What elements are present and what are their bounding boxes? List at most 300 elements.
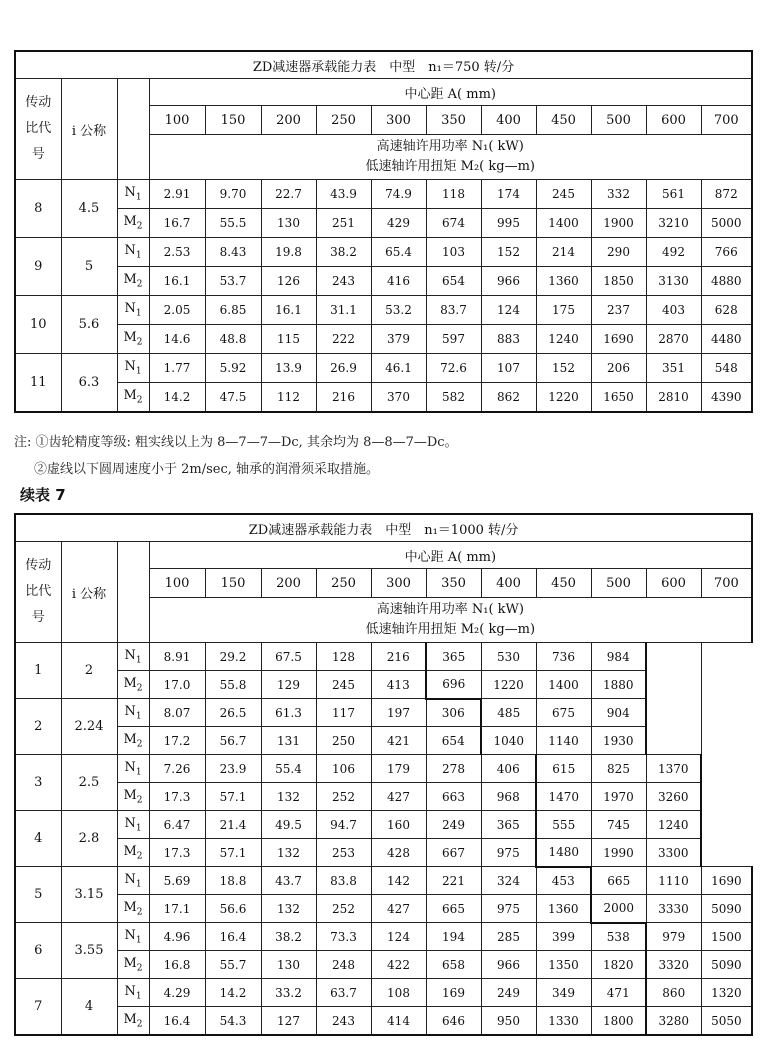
torque-label [117, 671, 149, 699]
torque-value: 1360 [536, 895, 591, 923]
power-value: 23.9 [205, 755, 261, 783]
torque-value: 966 [481, 951, 536, 979]
power-value: 538 [591, 923, 646, 951]
torque-value: 251 [316, 209, 371, 238]
nominal-ratio: 4 [61, 979, 117, 1036]
distance-header: 600 [646, 106, 701, 135]
type-header [117, 542, 149, 643]
power-value: 4.29 [149, 979, 205, 1007]
table-title: ZD减速器承载能力表 中型 n₁＝750 转/分 [15, 51, 752, 79]
power-value: 19.8 [261, 238, 316, 267]
torque-value: 17.1 [149, 895, 205, 923]
torque-value: 1880 [591, 671, 646, 699]
power-label [117, 699, 149, 727]
torque-value: 2000 [591, 895, 646, 923]
torque-value: 131 [261, 727, 316, 755]
torque-value: 253 [316, 839, 371, 867]
power-value: 53.2 [371, 296, 426, 325]
torque-label [117, 839, 149, 867]
torque-value: 115 [261, 325, 316, 354]
ratio-code: 3 [15, 755, 61, 811]
torque-value: 250 [316, 727, 371, 755]
distance-header: 700 [701, 106, 752, 135]
torque-value [701, 839, 752, 867]
power-value: 324 [481, 867, 536, 895]
torque-label [117, 267, 149, 296]
torque-value: 55.5 [205, 209, 261, 238]
power-value: 63.7 [316, 979, 371, 1007]
sub-label: N [124, 759, 136, 775]
torque-value: 1480 [536, 839, 591, 867]
distance-header: 250 [316, 106, 371, 135]
sub-label: M [123, 787, 137, 803]
nominal-ratio: 4.5 [61, 180, 117, 238]
torque-value [701, 783, 752, 811]
torque-label [117, 727, 149, 755]
torque-label [117, 951, 149, 979]
power-value: 615 [536, 755, 591, 783]
torque-value: 127 [261, 1007, 316, 1036]
torque-value: 5000 [701, 209, 752, 238]
torque-label [117, 1007, 149, 1036]
distance-header: 200 [261, 106, 316, 135]
continued-label: 续表 7 [20, 486, 66, 504]
power-value: 485 [481, 699, 536, 727]
power-value: 628 [701, 296, 752, 325]
power-value: 5.92 [205, 354, 261, 383]
power-value: 6.85 [205, 296, 261, 325]
ratio-code-header-line: 传动 [25, 95, 52, 110]
torque-value: 966 [481, 267, 536, 296]
torque-value: 252 [316, 895, 371, 923]
torque-value: 1800 [591, 1007, 646, 1036]
power-value: 9.70 [205, 180, 261, 209]
torque-value: 53.7 [205, 267, 261, 296]
torque-header: 低速轴许用扭矩 M₂( kg—m) [365, 159, 535, 174]
power-value: 43.9 [316, 180, 371, 209]
torque-value: 414 [371, 1007, 426, 1036]
power-value: 278 [426, 755, 481, 783]
ratio-code-header-line: 号 [31, 147, 45, 162]
torque-value: 4480 [701, 325, 752, 354]
sub-label: N [124, 815, 136, 831]
power-value [701, 811, 752, 839]
nominal-ratio: 3.55 [61, 923, 117, 979]
table-title: ZD减速器承载能力表 中型 n₁＝1000 转/分 [15, 514, 752, 542]
torque-value: 5050 [701, 1007, 752, 1036]
ratio-code: 4 [15, 811, 61, 867]
torque-value: 112 [261, 383, 316, 413]
sub-label-index: 2 [136, 221, 143, 232]
torque-value: 427 [371, 895, 426, 923]
power-value: 736 [536, 643, 591, 671]
center-distance-header: 中心距 A( mm) [149, 542, 752, 569]
torque-label [117, 209, 149, 238]
torque-value: 1650 [591, 383, 646, 413]
power-value: 1.77 [149, 354, 205, 383]
torque-label [117, 783, 149, 811]
power-value: 1110 [646, 867, 701, 895]
torque-value: 1040 [481, 727, 536, 755]
torque-value: 654 [426, 727, 481, 755]
torque-value: 1850 [591, 267, 646, 296]
power-value: 194 [426, 923, 481, 951]
sub-label-index: 1 [135, 250, 142, 261]
torque-value: 1820 [591, 951, 646, 979]
power-value: 31.1 [316, 296, 371, 325]
power-value: 55.4 [261, 755, 316, 783]
power-value: 237 [591, 296, 646, 325]
power-value: 1370 [646, 755, 701, 783]
torque-value: 132 [261, 783, 316, 811]
distance-header: 100 [149, 569, 205, 598]
power-value: 221 [426, 867, 481, 895]
torque-value: 975 [481, 839, 536, 867]
torque-value [701, 727, 752, 755]
power-value: 365 [426, 643, 481, 671]
torque-value: 2810 [646, 383, 701, 413]
distance-header: 100 [149, 106, 205, 135]
torque-value: 3210 [646, 209, 701, 238]
power-value [646, 699, 701, 727]
torque-value: 667 [426, 839, 481, 867]
torque-value: 2870 [646, 325, 701, 354]
power-value: 38.2 [261, 923, 316, 951]
power-value: 26.5 [205, 699, 261, 727]
power-value: 5.69 [149, 867, 205, 895]
power-value: 175 [536, 296, 591, 325]
power-value: 216 [371, 643, 426, 671]
load-capacity-table-750 [14, 50, 753, 413]
torque-value [646, 671, 701, 699]
ratio-code-header [15, 542, 61, 643]
torque-value: 57.1 [205, 839, 261, 867]
torque-value: 216 [316, 383, 371, 413]
torque-value: 16.7 [149, 209, 205, 238]
power-value: 33.2 [261, 979, 316, 1007]
torque-value: 5090 [701, 951, 752, 979]
torque-value: 55.8 [205, 671, 261, 699]
sub-label: N [124, 647, 136, 663]
torque-value: 48.8 [205, 325, 261, 354]
torque-value: 14.6 [149, 325, 205, 354]
distance-header: 200 [261, 569, 316, 598]
ratio-code: 7 [15, 979, 61, 1036]
torque-value: 663 [426, 783, 481, 811]
sub-label: M [123, 675, 137, 691]
torque-value: 1990 [591, 839, 646, 867]
power-value: 197 [371, 699, 426, 727]
sub-label-index: 1 [135, 879, 142, 890]
power-value: 399 [536, 923, 591, 951]
ratio-code-header-line: 比代 [25, 584, 52, 599]
distance-header: 700 [701, 569, 752, 598]
sub-label: N [124, 983, 136, 999]
sub-label-index: 2 [136, 907, 143, 918]
power-value: 38.2 [316, 238, 371, 267]
torque-value [701, 671, 752, 699]
torque-value: 1690 [591, 325, 646, 354]
torque-value: 55.7 [205, 951, 261, 979]
power-value: 2.53 [149, 238, 205, 267]
sub-label-index: 1 [135, 192, 142, 203]
sub-label: N [124, 927, 136, 943]
sub-label-index: 1 [135, 308, 142, 319]
power-value: 118 [426, 180, 481, 209]
sub-label-index: 2 [136, 795, 143, 806]
ratio-code-header-line: 传动 [25, 558, 52, 573]
torque-value: 248 [316, 951, 371, 979]
power-value: 117 [316, 699, 371, 727]
power-value: 825 [591, 755, 646, 783]
ratio-code: 9 [15, 238, 61, 296]
power-value: 26.9 [316, 354, 371, 383]
power-value: 103 [426, 238, 481, 267]
power-value: 107 [481, 354, 536, 383]
power-value: 530 [481, 643, 536, 671]
power-value: 152 [481, 238, 536, 267]
load-capacity-table-1000 [14, 513, 753, 1036]
torque-value: 17.2 [149, 727, 205, 755]
ratio-code: 11 [15, 354, 61, 413]
power-value: 206 [591, 354, 646, 383]
torque-value: 245 [316, 671, 371, 699]
power-label [117, 238, 149, 267]
torque-value: 950 [481, 1007, 536, 1036]
sub-label: M [123, 899, 137, 915]
power-value: 665 [591, 867, 646, 895]
ratio-code: 10 [15, 296, 61, 354]
torque-value: 4390 [701, 383, 752, 413]
power-value: 2.05 [149, 296, 205, 325]
torque-value: 16.8 [149, 951, 205, 979]
power-value: 46.1 [371, 354, 426, 383]
torque-value: 674 [426, 209, 481, 238]
torque-value: 243 [316, 267, 371, 296]
power-header: 高速轴许用功率 N₁( kW) [376, 602, 524, 617]
power-value: 142 [371, 867, 426, 895]
power-value: 49.5 [261, 811, 316, 839]
power-value: 14.2 [205, 979, 261, 1007]
sub-label-index: 2 [136, 851, 143, 862]
power-value: 179 [371, 755, 426, 783]
sub-label: N [124, 301, 136, 317]
nominal-ratio: 5.6 [61, 296, 117, 354]
torque-value: 1900 [591, 209, 646, 238]
power-value: 29.2 [205, 643, 261, 671]
sub-label: N [124, 703, 136, 719]
power-value: 453 [536, 867, 591, 895]
torque-value: 54.3 [205, 1007, 261, 1036]
power-value: 872 [701, 180, 752, 209]
torque-value: 14.2 [149, 383, 205, 413]
power-value: 249 [426, 811, 481, 839]
power-value: 548 [701, 354, 752, 383]
sub-label-index: 1 [135, 935, 142, 946]
power-value: 152 [536, 354, 591, 383]
torque-value: 3330 [646, 895, 701, 923]
torque-value: 252 [316, 783, 371, 811]
torque-value: 654 [426, 267, 481, 296]
sub-label: M [123, 843, 137, 859]
distance-header: 350 [426, 106, 481, 135]
sub-label-index: 1 [135, 711, 142, 722]
power-value: 128 [316, 643, 371, 671]
power-value: 21.4 [205, 811, 261, 839]
sub-label-index: 2 [136, 279, 143, 290]
torque-value: 968 [481, 783, 536, 811]
torque-value: 658 [426, 951, 481, 979]
power-value: 124 [371, 923, 426, 951]
power-label [117, 755, 149, 783]
ratio-code: 1 [15, 643, 61, 699]
torque-value: 665 [426, 895, 481, 923]
power-value: 904 [591, 699, 646, 727]
torque-label [117, 895, 149, 923]
sub-label-index: 1 [135, 767, 142, 778]
torque-value: 132 [261, 839, 316, 867]
power-label [117, 296, 149, 325]
distance-header: 450 [536, 106, 591, 135]
torque-value: 243 [316, 1007, 371, 1036]
torque-value: 427 [371, 783, 426, 811]
power-value [701, 755, 752, 783]
torque-value: 421 [371, 727, 426, 755]
torque-value: 1330 [536, 1007, 591, 1036]
power-value: 67.5 [261, 643, 316, 671]
nominal-ratio: 2.24 [61, 699, 117, 755]
sub-label: M [123, 1011, 137, 1027]
sub-label-index: 2 [136, 337, 143, 348]
sub-label: M [123, 272, 137, 288]
power-header: 高速轴许用功率 N₁( kW) [376, 139, 524, 154]
power-value: 290 [591, 238, 646, 267]
distance-header: 500 [591, 569, 646, 598]
nominal-ratio: 2.5 [61, 755, 117, 811]
power-value: 766 [701, 238, 752, 267]
power-value: 16.1 [261, 296, 316, 325]
distance-header: 400 [481, 569, 536, 598]
distance-header: 150 [205, 106, 261, 135]
distance-header: 400 [481, 106, 536, 135]
note-2: ②虚线以下圆周速度小于 2m/sec, 轴承的润滑须采取措施。 [34, 462, 380, 477]
torque-value: 3280 [646, 1007, 701, 1036]
power-value: 745 [591, 811, 646, 839]
power-value: 406 [481, 755, 536, 783]
sub-label: N [124, 185, 136, 201]
distance-header: 600 [646, 569, 701, 598]
ratio-code-header [15, 79, 61, 180]
ratio-code: 8 [15, 180, 61, 238]
torque-value: 57.1 [205, 783, 261, 811]
torque-value: 47.5 [205, 383, 261, 413]
sub-label-index: 2 [136, 683, 143, 694]
ratio-code: 6 [15, 923, 61, 979]
power-value: 8.07 [149, 699, 205, 727]
sub-label-index: 1 [135, 366, 142, 377]
power-value: 169 [426, 979, 481, 1007]
power-value: 74.9 [371, 180, 426, 209]
power-value: 61.3 [261, 699, 316, 727]
power-value: 83.8 [316, 867, 371, 895]
nominal-ratio: 6.3 [61, 354, 117, 413]
torque-value: 646 [426, 1007, 481, 1036]
torque-value: 1970 [591, 783, 646, 811]
torque-value: 975 [481, 895, 536, 923]
nominal-ratio-header: i 公称 [61, 542, 117, 643]
power-torque-header [149, 598, 752, 643]
torque-value: 132 [261, 895, 316, 923]
torque-value: 1360 [536, 267, 591, 296]
distance-header: 450 [536, 569, 591, 598]
power-value [701, 643, 752, 671]
power-value: 984 [591, 643, 646, 671]
torque-value: 126 [261, 267, 316, 296]
power-value: 94.7 [316, 811, 371, 839]
torque-value: 3260 [646, 783, 701, 811]
nominal-ratio: 5 [61, 238, 117, 296]
power-value: 365 [481, 811, 536, 839]
torque-value: 16.1 [149, 267, 205, 296]
torque-value: 17.3 [149, 783, 205, 811]
torque-value: 379 [371, 325, 426, 354]
power-value: 18.8 [205, 867, 261, 895]
power-label [117, 354, 149, 383]
torque-value: 5090 [701, 895, 752, 923]
power-value: 106 [316, 755, 371, 783]
nominal-ratio-header: i 公称 [61, 79, 117, 180]
torque-value: 56.7 [205, 727, 261, 755]
type-header [117, 79, 149, 180]
sub-label: M [123, 214, 137, 230]
power-value: 65.4 [371, 238, 426, 267]
torque-value: 883 [481, 325, 536, 354]
torque-value: 1470 [536, 783, 591, 811]
sub-label: M [123, 955, 137, 971]
power-value: 1320 [701, 979, 752, 1007]
sub-label-index: 1 [135, 655, 142, 666]
torque-header: 低速轴许用扭矩 M₂( kg—m) [365, 622, 536, 637]
nominal-ratio: 2 [61, 643, 117, 699]
power-value: 245 [536, 180, 591, 209]
power-value: 73.3 [316, 923, 371, 951]
torque-value: 130 [261, 951, 316, 979]
power-value: 351 [646, 354, 701, 383]
ratio-code-header-line: 号 [31, 610, 45, 625]
power-value: 675 [536, 699, 591, 727]
distance-header: 350 [426, 569, 481, 598]
power-value: 2.91 [149, 180, 205, 209]
power-value: 979 [646, 923, 701, 951]
distance-header: 300 [371, 569, 426, 598]
torque-value: 370 [371, 383, 426, 413]
torque-value: 1140 [536, 727, 591, 755]
torque-value: 862 [481, 383, 536, 413]
distance-header: 500 [591, 106, 646, 135]
torque-value: 582 [426, 383, 481, 413]
power-value: 249 [481, 979, 536, 1007]
torque-value: 422 [371, 951, 426, 979]
power-value: 555 [536, 811, 591, 839]
note-1: 注: ①齿轮精度等级: 粗实线以上为 8—7—7—Dc, 其余均为 8—8—7—Dc。 [14, 435, 458, 450]
sub-label: N [124, 359, 136, 375]
sub-label-index: 1 [135, 991, 142, 1002]
torque-value: 597 [426, 325, 481, 354]
torque-value: 1220 [481, 671, 536, 699]
sub-label: N [124, 243, 136, 259]
power-torque-header [149, 135, 752, 180]
distance-header: 250 [316, 569, 371, 598]
